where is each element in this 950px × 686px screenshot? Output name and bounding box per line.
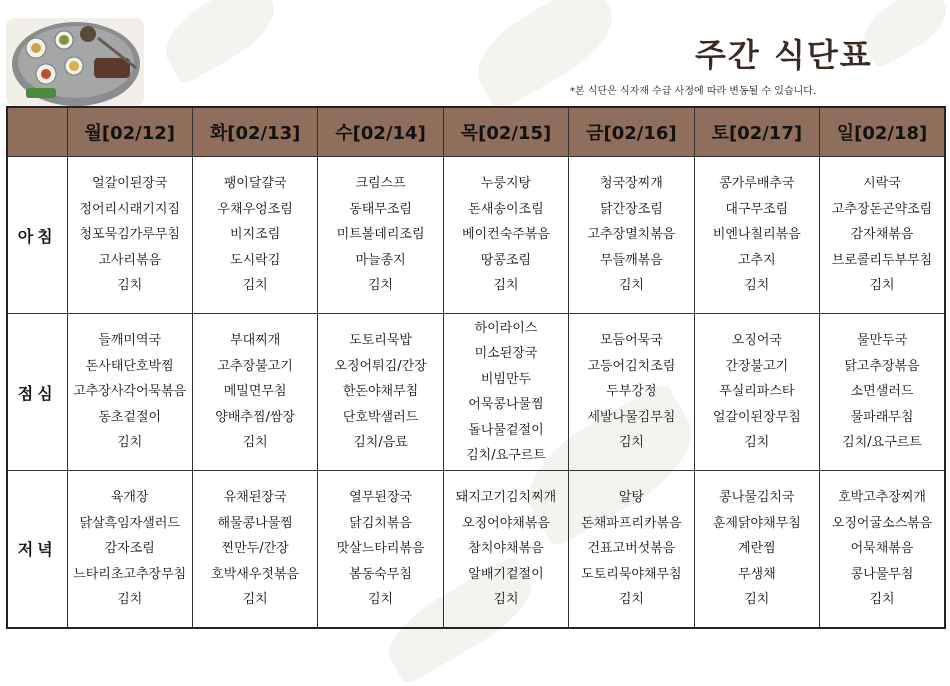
menu-item: 김치/음료 [353, 435, 408, 451]
menu-item: 돈사태단호박찜 [85, 358, 174, 374]
food-photo [6, 18, 144, 106]
menu-cell-breakfast-thu [443, 157, 568, 314]
menu-item: 맛살느타리볶음 [336, 541, 425, 556]
menu-item: 육개장 [110, 490, 149, 505]
menu-item: 콩가루배추국 [719, 176, 795, 192]
menu-cell-breakfast-mon [67, 157, 192, 314]
menu-item: 베이컨숙주볶음 [462, 227, 550, 243]
menu-item: 김치/요구르트 [466, 448, 546, 463]
menu-item: 열무된장국 [349, 490, 412, 505]
menu-item: 한돈야채무침 [342, 384, 419, 400]
menu-cell-lunch-tue [192, 314, 317, 471]
menu-cell-lunch-thu [443, 314, 568, 471]
menu-cell-breakfast-tue [192, 157, 317, 314]
menu-item: 청포묵김가루무침 [79, 227, 180, 243]
menu-item: 우채우엉조림 [217, 201, 293, 217]
menu-cell-lunch-wed [318, 314, 443, 471]
menu-item: 김치 [367, 278, 394, 294]
menu-cell-dinner-sat [694, 471, 819, 628]
page-title: 주간 식단표 [695, 36, 873, 74]
menu-item: 참치야채볶음 [468, 541, 544, 556]
menu-item: 세발나물김무침 [587, 409, 676, 425]
menu-item: 소면샐러드 [850, 384, 914, 400]
menu-item: 콩나물김치국 [719, 490, 795, 505]
menu-item: 유채된장국 [223, 490, 287, 505]
notice-text: *본 식단은 식자재 수급 사정에 따라 변동될 수 있습니다. [570, 86, 817, 97]
menu-item: 호박새우젓볶음 [211, 566, 300, 582]
menu-item: 돼지고기김치찌개 [455, 490, 557, 505]
menu-item: 감자채볶음 [850, 227, 914, 243]
menu-item: 건표고버섯볶음 [587, 541, 676, 556]
menu-item: 훈제닭야채무침 [712, 515, 801, 531]
menu-item: 김치 [242, 435, 268, 451]
menu-item: 도토리묵야채무침 [581, 566, 682, 582]
menu-table [6, 106, 946, 629]
menu-item: 김치 [242, 278, 268, 294]
menu-item: 봄동숙무침 [349, 566, 412, 582]
menu-item: 메밀면무침 [223, 384, 287, 400]
menu-item: 마늘종지 [355, 252, 406, 268]
menu-item: 김치 [367, 592, 394, 607]
menu-item: 팽이달걀국 [223, 176, 287, 192]
menu-item: 닭살흑임자샐러드 [79, 515, 180, 531]
background-leaf [153, 0, 287, 86]
menu-item: 간장불고기 [725, 358, 789, 374]
menu-item: 김치 [618, 278, 644, 294]
menu-item: 시락국 [863, 176, 901, 192]
day-header-fri: 금[02/16] [569, 107, 694, 157]
menu-item: 하이라이스 [474, 320, 538, 336]
menu-item: 돌나물겉절이 [468, 422, 544, 438]
menu-cell-breakfast-sun [820, 157, 945, 314]
meal-label-breakfast: 아침 [7, 157, 67, 314]
day-header-sun: 일[02/18] [820, 107, 945, 157]
menu-item: 찐만두/간장 [221, 541, 289, 556]
menu-item: 크림스프 [355, 176, 406, 192]
corner-cell [7, 107, 67, 157]
day-header-wed: 수[02/14] [318, 107, 443, 157]
menu-item: 동태무조림 [349, 201, 412, 217]
menu-item: 고추장돈곤약조림 [831, 201, 933, 217]
menu-item: 고추장불고기 [217, 358, 293, 374]
menu-item: 도토리묵밥 [349, 333, 412, 349]
menu-item: 미소된장국 [474, 346, 538, 361]
menu-item: 돈새송이조림 [468, 201, 544, 217]
menu-cell-dinner-mon [67, 471, 192, 628]
menu-item: 누룽지탕 [480, 176, 532, 192]
menu-item: 물파래무침 [850, 409, 914, 425]
menu-item: 김치 [117, 592, 143, 607]
menu-cell-dinner-wed [318, 471, 443, 628]
menu-item: 김치 [744, 278, 770, 294]
menu-item: 땅콩조림 [480, 252, 532, 268]
menu-item: 고사리볶음 [98, 252, 162, 268]
menu-item: 두부강정 [606, 384, 657, 400]
menu-item: 김치 [744, 592, 770, 607]
menu-cell-lunch-sat [694, 314, 819, 471]
day-header-tue: 화[02/13] [192, 107, 317, 157]
menu-item: 느타리초고추장무침 [73, 566, 187, 582]
menu-item: 오징어튀김/간장 [334, 358, 427, 374]
menu-item: 미트볼데리조림 [336, 227, 425, 243]
meal-row-breakfast [7, 157, 945, 314]
menu-item: 얼갈이된장무침 [712, 409, 801, 425]
menu-item: 어묵채볶음 [850, 541, 914, 556]
menu-item: 단호박샐러드 [342, 409, 419, 425]
menu-cell-breakfast-wed [318, 157, 443, 314]
menu-item: 김치 [869, 592, 895, 607]
menu-cell-lunch-fri [569, 314, 694, 471]
day-header-sat: 토[02/17] [694, 107, 819, 157]
menu-item: 해물콩나물찜 [217, 515, 293, 531]
menu-item: 얼갈이된장국 [92, 176, 168, 192]
menu-item: 비지조림 [230, 227, 281, 243]
menu-item: 비빔만두 [480, 371, 532, 387]
menu-item: 알탕 [618, 490, 644, 505]
menu-item: 무생채 [737, 566, 776, 582]
menu-item: 닭간장조림 [600, 201, 663, 217]
menu-item: 김치 [242, 592, 268, 607]
menu-item: 김치 [618, 592, 644, 607]
menu-cell-lunch-mon [67, 314, 192, 471]
meal-label-dinner: 저녁 [7, 471, 67, 628]
menu-item: 알배기겉절이 [468, 566, 544, 582]
menu-cell-dinner-thu [443, 471, 568, 628]
menu-cell-breakfast-sat [694, 157, 819, 314]
menu-cell-dinner-tue [192, 471, 317, 628]
menu-cell-breakfast-fri [569, 157, 694, 314]
menu-item: 고추장멸치볶음 [587, 227, 676, 243]
menu-item: 김치/요구르트 [842, 435, 922, 451]
menu-item: 푸실리파스타 [719, 384, 795, 400]
day-header-thu: 목[02/15] [443, 107, 568, 157]
menu-item: 고추지 [737, 252, 776, 268]
menu-item: 동초겉절이 [98, 409, 162, 425]
menu-item: 양배추찜/쌈장 [215, 409, 295, 425]
menu-item: 호박고추장찌개 [838, 490, 926, 505]
menu-item: 닭고추장볶음 [844, 358, 920, 374]
menu-item: 청국장찌개 [600, 176, 663, 192]
menu-item: 김치 [744, 435, 770, 451]
menu-item: 김치 [618, 435, 644, 451]
menu-item: 부대찌개 [230, 333, 281, 349]
menu-item: 고추장사각어묵볶음 [73, 384, 187, 400]
meal-label-lunch: 점심 [7, 314, 67, 471]
menu-item: 김치 [117, 435, 143, 451]
menu-cell-dinner-sun [820, 471, 945, 628]
menu-item: 대구무조림 [725, 201, 789, 217]
menu-item: 김치 [869, 278, 895, 294]
menu-cell-dinner-fri [569, 471, 694, 628]
menu-item: 도시락김 [230, 252, 281, 268]
day-header-mon: 월[02/12] [67, 107, 192, 157]
meal-row-dinner [7, 471, 945, 628]
menu-item: 정어리시래기지짐 [79, 201, 180, 217]
menu-item: 감자조림 [104, 541, 155, 556]
menu-item: 닭김치볶음 [349, 515, 412, 531]
menu-item: 김치 [117, 278, 143, 294]
menu-item: 오징어국 [731, 333, 782, 349]
menu-item: 고등어김치조림 [587, 358, 676, 374]
menu-item: 오징어굴소스볶음 [831, 515, 933, 531]
menu-item: 계란찜 [737, 541, 776, 556]
menu-item: 브로콜리두부무침 [831, 252, 933, 268]
menu-item: 어묵콩나물찜 [468, 397, 544, 412]
meal-row-lunch [7, 314, 945, 471]
menu-item: 돈채파프리카볶음 [581, 515, 682, 531]
menu-item: 김치 [493, 278, 519, 294]
menu-item: 오징어야채볶음 [462, 515, 550, 531]
menu-item: 콩나물무침 [850, 566, 914, 582]
header-row [7, 107, 945, 157]
menu-item: 들깨미역국 [98, 333, 162, 349]
menu-item: 물만두국 [856, 333, 908, 349]
menu-item: 김치 [493, 592, 519, 607]
menu-item: 모듬어묵국 [600, 333, 663, 349]
menu-cell-lunch-sun [820, 314, 945, 471]
menu-item: 비엔나칠리볶음 [712, 227, 801, 243]
menu-item: 무들깨볶음 [600, 252, 663, 268]
